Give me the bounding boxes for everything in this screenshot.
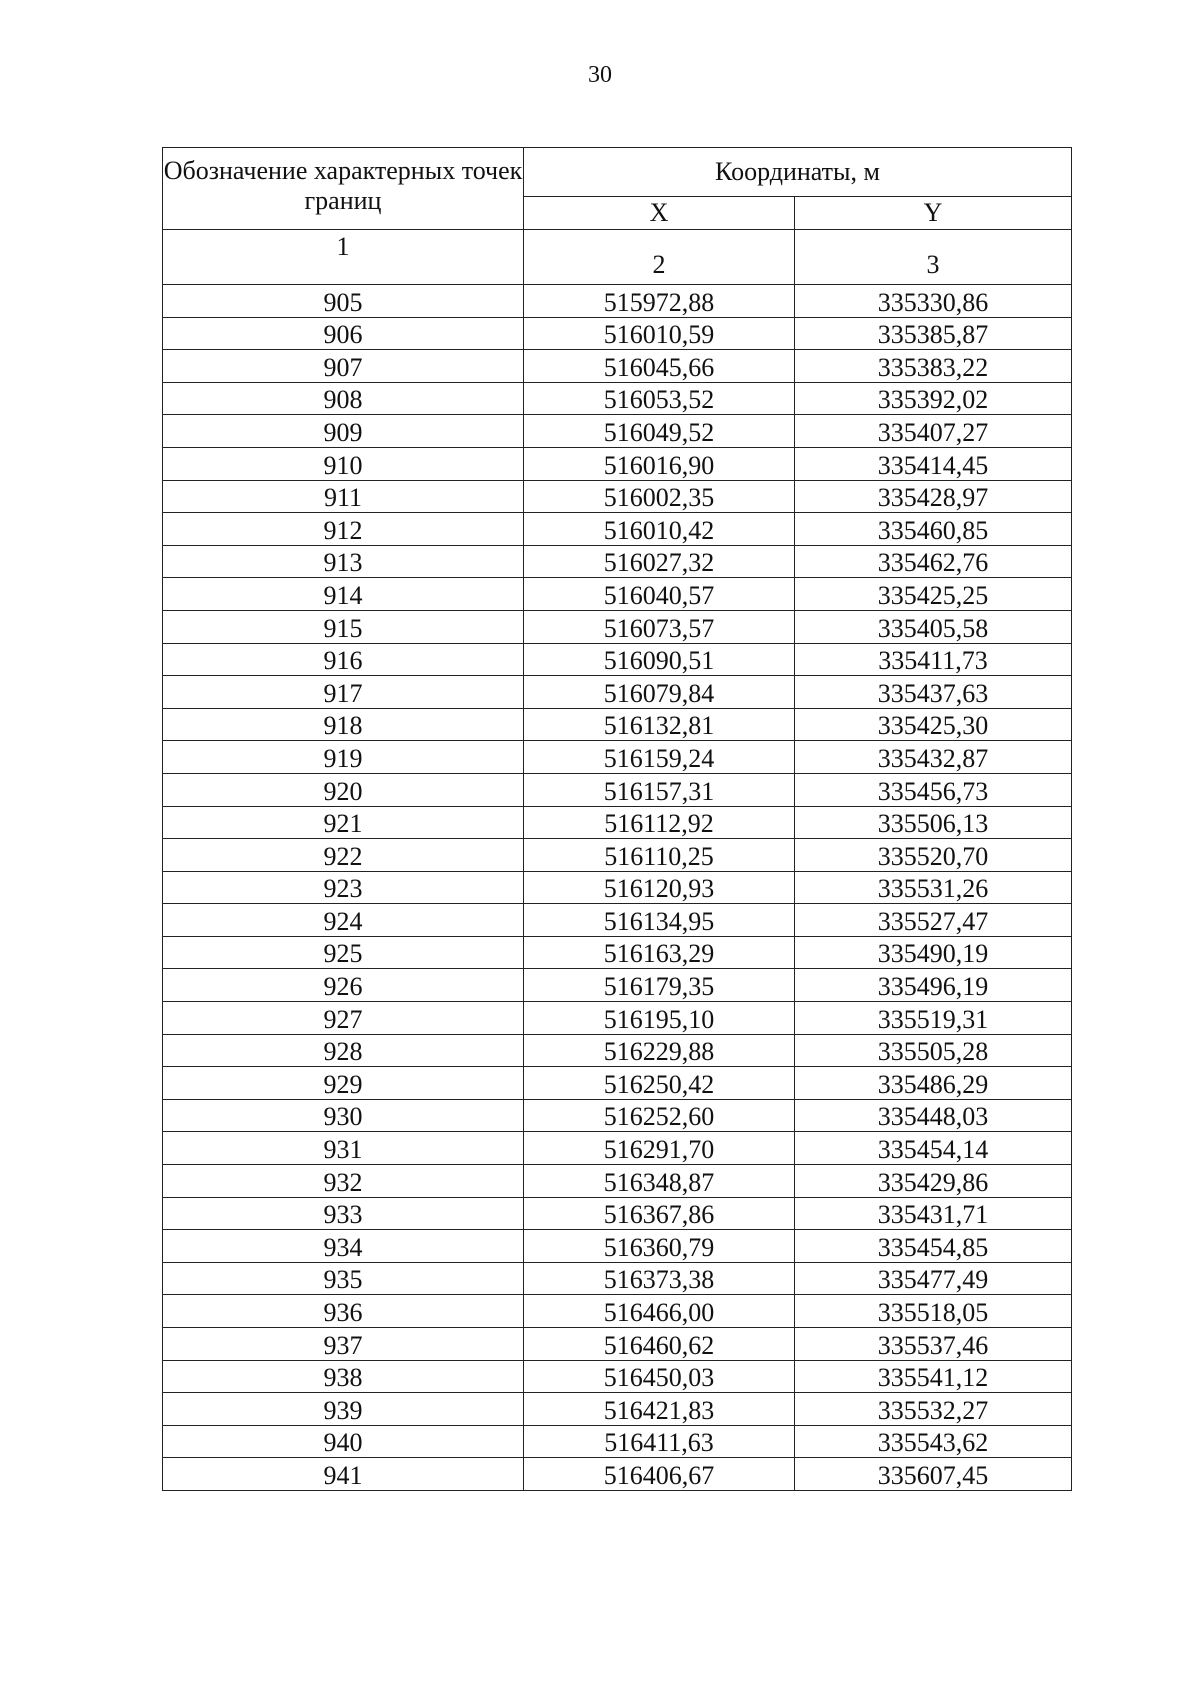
point-number-cell: 906: [163, 317, 524, 350]
x-coordinate-cell: 516049,52: [524, 415, 795, 448]
table-row: [163, 1132, 1072, 1165]
table-row: [163, 1067, 1072, 1100]
x-coordinate-cell: 516229,88: [524, 1034, 795, 1067]
x-coordinate-cell: 516157,31: [524, 773, 795, 806]
point-number-cell: 908: [163, 382, 524, 415]
table-row: [163, 643, 1072, 676]
header-x: X: [524, 197, 795, 230]
x-coordinate-cell: 516027,32: [524, 545, 795, 578]
x-coordinate-cell: 516367,86: [524, 1197, 795, 1230]
table-row: [163, 415, 1072, 448]
point-number-cell: 927: [163, 1002, 524, 1035]
x-coordinate-cell: 516291,70: [524, 1132, 795, 1165]
y-coordinate-cell: 335462,76: [795, 545, 1072, 578]
x-coordinate-cell: 516134,95: [524, 904, 795, 937]
table-row: [163, 806, 1072, 839]
y-coordinate-cell: 335477,49: [795, 1262, 1072, 1295]
y-coordinate-cell: 335456,73: [795, 773, 1072, 806]
table-row: [163, 513, 1072, 546]
table-row: [163, 839, 1072, 872]
y-coordinate-cell: 335496,19: [795, 969, 1072, 1002]
y-coordinate-cell: 335429,86: [795, 1165, 1072, 1198]
x-coordinate-cell: 516112,92: [524, 806, 795, 839]
x-coordinate-cell: 516040,57: [524, 578, 795, 611]
header-column-number-1: 1: [163, 230, 524, 285]
y-coordinate-cell: 335411,73: [795, 643, 1072, 676]
x-coordinate-cell: 515972,88: [524, 285, 795, 318]
point-number-cell: 905: [163, 285, 524, 318]
y-coordinate-cell: 335537,46: [795, 1328, 1072, 1361]
y-coordinate-cell: 335520,70: [795, 839, 1072, 872]
x-coordinate-cell: 516053,52: [524, 382, 795, 415]
table-row: [163, 382, 1072, 415]
x-coordinate-cell: 516360,79: [524, 1230, 795, 1263]
header-y: Y: [795, 197, 1072, 230]
point-number-cell: 918: [163, 708, 524, 741]
y-coordinate-cell: 335383,22: [795, 350, 1072, 383]
table-row: [163, 871, 1072, 904]
x-coordinate-cell: 516348,87: [524, 1165, 795, 1198]
y-coordinate-cell: 335454,14: [795, 1132, 1072, 1165]
point-number-cell: 928: [163, 1034, 524, 1067]
y-coordinate-cell: 335531,26: [795, 871, 1072, 904]
point-number-cell: 934: [163, 1230, 524, 1263]
x-coordinate-cell: 516002,35: [524, 480, 795, 513]
table-row: [163, 1002, 1072, 1035]
table-row: [163, 936, 1072, 969]
point-number-cell: 929: [163, 1067, 524, 1100]
table-row: [163, 1197, 1072, 1230]
header-column-number-2: 2: [524, 230, 795, 285]
y-coordinate-cell: 335527,47: [795, 904, 1072, 937]
y-coordinate-cell: 335607,45: [795, 1458, 1072, 1491]
y-coordinate-cell: 335437,63: [795, 676, 1072, 709]
y-coordinate-cell: 335330,86: [795, 285, 1072, 318]
y-coordinate-cell: 335392,02: [795, 382, 1072, 415]
y-coordinate-cell: 335486,29: [795, 1067, 1072, 1100]
table-row: [163, 904, 1072, 937]
table-row: [163, 708, 1072, 741]
x-coordinate-cell: 516016,90: [524, 447, 795, 480]
x-coordinate-cell: 516132,81: [524, 708, 795, 741]
point-number-cell: 911: [163, 480, 524, 513]
table-row: [163, 1328, 1072, 1361]
y-coordinate-cell: 335407,27: [795, 415, 1072, 448]
table-row: [163, 676, 1072, 709]
point-number-cell: 916: [163, 643, 524, 676]
point-number-cell: 910: [163, 447, 524, 480]
point-number-cell: 932: [163, 1165, 524, 1198]
x-coordinate-cell: 516179,35: [524, 969, 795, 1002]
header-column-number-3: 3: [795, 230, 1072, 285]
table-row: [163, 741, 1072, 774]
point-number-cell: 913: [163, 545, 524, 578]
point-number-cell: 937: [163, 1328, 524, 1361]
x-coordinate-cell: 516010,59: [524, 317, 795, 350]
table-row: [163, 610, 1072, 643]
point-number-cell: 907: [163, 350, 524, 383]
table-row: [163, 1458, 1072, 1491]
point-number-cell: 941: [163, 1458, 524, 1491]
table-row: [163, 545, 1072, 578]
table-row: [163, 1034, 1072, 1067]
x-coordinate-cell: 516466,00: [524, 1295, 795, 1328]
x-coordinate-cell: 516406,67: [524, 1458, 795, 1491]
point-number-cell: 930: [163, 1099, 524, 1132]
table-row: [163, 317, 1072, 350]
point-number-cell: 933: [163, 1197, 524, 1230]
x-coordinate-cell: 516252,60: [524, 1099, 795, 1132]
point-number-cell: 935: [163, 1262, 524, 1295]
point-number-cell: 920: [163, 773, 524, 806]
table-row: [163, 1230, 1072, 1263]
y-coordinate-cell: 335506,13: [795, 806, 1072, 839]
table-row: [163, 773, 1072, 806]
table-row: [163, 1099, 1072, 1132]
x-coordinate-cell: 516450,03: [524, 1360, 795, 1393]
x-coordinate-cell: 516110,25: [524, 839, 795, 872]
table-row: [163, 578, 1072, 611]
table-row: [163, 1425, 1072, 1458]
y-coordinate-cell: 335454,85: [795, 1230, 1072, 1263]
x-coordinate-cell: 516073,57: [524, 610, 795, 643]
y-coordinate-cell: 335541,12: [795, 1360, 1072, 1393]
y-coordinate-cell: 335428,97: [795, 480, 1072, 513]
point-number-cell: 926: [163, 969, 524, 1002]
x-coordinate-cell: 516045,66: [524, 350, 795, 383]
x-coordinate-cell: 516159,24: [524, 741, 795, 774]
table-body: [163, 285, 1072, 1491]
header-point-designation: Обозначение характерных точек границ: [163, 148, 524, 230]
point-number-cell: 914: [163, 578, 524, 611]
point-number-cell: 924: [163, 904, 524, 937]
point-number-cell: 917: [163, 676, 524, 709]
table-row: [163, 969, 1072, 1002]
x-coordinate-cell: 516079,84: [524, 676, 795, 709]
point-number-cell: 922: [163, 839, 524, 872]
x-coordinate-cell: 516460,62: [524, 1328, 795, 1361]
table-row: [163, 447, 1072, 480]
point-number-cell: 909: [163, 415, 524, 448]
point-number-cell: 921: [163, 806, 524, 839]
page-number: 30: [588, 62, 612, 88]
y-coordinate-cell: 335405,58: [795, 610, 1072, 643]
point-number-cell: 936: [163, 1295, 524, 1328]
y-coordinate-cell: 335519,31: [795, 1002, 1072, 1035]
x-coordinate-cell: 516421,83: [524, 1393, 795, 1426]
x-coordinate-cell: 516411,63: [524, 1425, 795, 1458]
y-coordinate-cell: 335431,71: [795, 1197, 1072, 1230]
coordinates-table: [162, 147, 1072, 1491]
x-coordinate-cell: 516010,42: [524, 513, 795, 546]
point-number-cell: 931: [163, 1132, 524, 1165]
x-coordinate-cell: 516373,38: [524, 1262, 795, 1295]
y-coordinate-cell: 335425,30: [795, 708, 1072, 741]
point-number-cell: 919: [163, 741, 524, 774]
table-row: [163, 1262, 1072, 1295]
y-coordinate-cell: 335448,03: [795, 1099, 1072, 1132]
y-coordinate-cell: 335460,85: [795, 513, 1072, 546]
y-coordinate-cell: 335425,25: [795, 578, 1072, 611]
table-row: [163, 1295, 1072, 1328]
point-number-cell: 940: [163, 1425, 524, 1458]
point-number-cell: 938: [163, 1360, 524, 1393]
x-coordinate-cell: 516250,42: [524, 1067, 795, 1100]
point-number-cell: 915: [163, 610, 524, 643]
header-coordinates: Координаты, м: [524, 148, 1072, 197]
x-coordinate-cell: 516090,51: [524, 643, 795, 676]
table-row: [163, 1165, 1072, 1198]
y-coordinate-cell: 335543,62: [795, 1425, 1072, 1458]
table-row: [163, 350, 1072, 383]
table-row: [163, 1393, 1072, 1426]
y-coordinate-cell: 335385,87: [795, 317, 1072, 350]
point-number-cell: 925: [163, 936, 524, 969]
x-coordinate-cell: 516195,10: [524, 1002, 795, 1035]
table-row: [163, 1360, 1072, 1393]
y-coordinate-cell: 335505,28: [795, 1034, 1072, 1067]
x-coordinate-cell: 516120,93: [524, 871, 795, 904]
x-coordinate-cell: 516163,29: [524, 936, 795, 969]
table-row: [163, 285, 1072, 318]
point-number-cell: 923: [163, 871, 524, 904]
table-header: [163, 148, 1072, 285]
table-row: [163, 480, 1072, 513]
y-coordinate-cell: 335518,05: [795, 1295, 1072, 1328]
y-coordinate-cell: 335414,45: [795, 447, 1072, 480]
y-coordinate-cell: 335532,27: [795, 1393, 1072, 1426]
point-number-cell: 912: [163, 513, 524, 546]
y-coordinate-cell: 335490,19: [795, 936, 1072, 969]
y-coordinate-cell: 335432,87: [795, 741, 1072, 774]
point-number-cell: 939: [163, 1393, 524, 1426]
